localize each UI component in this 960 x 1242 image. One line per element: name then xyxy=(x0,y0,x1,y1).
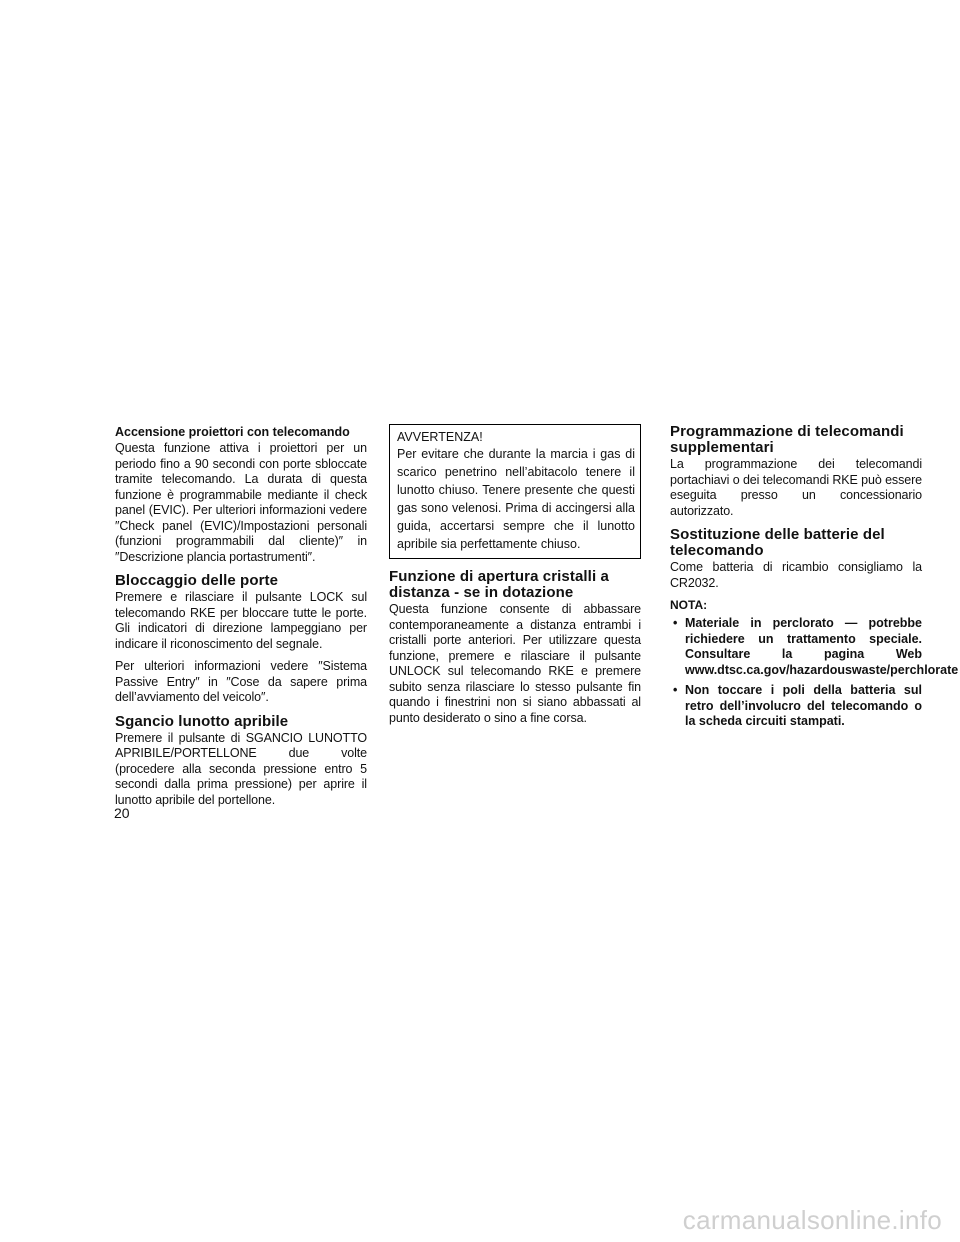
section-title-headlights: Accensione proiettori con telecomando xyxy=(115,425,350,439)
paragraph-door-lock: Premere e rilasciare il pulsante LOCK sul telecomando RKE per bloccare tutte le porte. Gli indicatori di direzione lampeggiano per indicare il riconoscimento del segnale. xyxy=(115,590,367,651)
column-middle xyxy=(389,424,641,733)
paragraph-headlights: Questa funzione attiva i proiettori per un periodo fino a 90 secondi con porte sbloccate tramite telecomando. La durata di questa funzione è programmabile mediante il check panel (EVIC). Per ulteriori informazioni vedere ″Check panel (EVIC)/Impostazioni personali (funzioni programmabili dal cliente)″ in ″Descrizione plancia portastrumenti″. xyxy=(115,441,367,564)
note-bullet-text: Non toccare i poli della batteria sul retro dell’involucro del telecomando o la scheda circuiti stampati. xyxy=(685,683,922,728)
section-title-remote-windows: Funzione di apertura cristalli a distanza - se in dotazione xyxy=(389,568,609,601)
section-title-door-lock: Bloccaggio delle porte xyxy=(115,572,279,589)
note-label: NOTA: xyxy=(670,598,708,612)
column-right xyxy=(670,423,959,735)
column-left xyxy=(115,424,367,815)
warning-box xyxy=(389,424,641,559)
note-bullet-list xyxy=(670,616,959,730)
paragraph-door-lock-more: Per ulteriori informazioni vedere ″Sistema Passive Entry″ in ″Cose da sapere prima dell’avviamento del veicolo″. xyxy=(115,659,367,704)
paragraph-battery: Come batteria di ricambio consigliamo la CR2032. xyxy=(670,560,922,590)
paragraph-remote-windows: Questa funzione consente di abbassare contemporaneamente a distanza entrambi i cristalli porte anteriori. Per utilizzare questa funzione, premere e rilasciare il pulsante UNLOCK sul telecomando RKE e premere subito senza rilasciare lo stesso pulsante fin quando i finestrini non si siano abbassati al punto desiderato o sino a fine corsa. xyxy=(389,602,641,725)
warning-text: Per evitare che durante la marcia i gas di scarico penetrino nell’abitacolo tenere il lunotto chiuso. Tenere presente che questi gas sono velenosi. Prima di accingersi alla guida, accertarsi sempre che il lunotto apribile sia perfettamente chiuso. xyxy=(397,447,635,551)
section-title-battery: Sostituzione delle batterie del telecomando xyxy=(670,526,885,559)
section-title-liftgate-glass: Sgancio lunotto apribile xyxy=(115,712,289,730)
section-title-extra-remotes: Programmazione di telecomandi supplementari xyxy=(670,423,904,456)
watermark: carmanualsonline.info xyxy=(682,1205,942,1235)
paragraph-liftgate-glass: Premere il pulsante di SGANCIO LUNOTTO APRIBILE/PORTELLONE due volte (procedere alla seconda pressione entro 5 secondi dalla prima pressione) per aprire il lunotto apribile del portellone. xyxy=(115,730,367,807)
note-bullet-item xyxy=(670,683,922,730)
page-number: 20 xyxy=(114,805,130,821)
bullet-icon: • xyxy=(673,616,678,630)
note-bullet-item xyxy=(670,616,959,678)
warning-title: AVVERTENZA! xyxy=(397,430,483,444)
paragraph-extra-remotes: La programmazione dei telecomandi portachiavi o dei telecomandi RKE può essere eseguita presso un concessionario autorizzato. xyxy=(670,457,922,518)
note-bullet-text: Materiale in perclorato — potrebbe richiedere un trattamento speciale. Consultare la pagina Web www.dtsc.ca.gov/hazardouswaste/perchlorate xyxy=(685,616,959,677)
bullet-icon: • xyxy=(673,683,678,697)
